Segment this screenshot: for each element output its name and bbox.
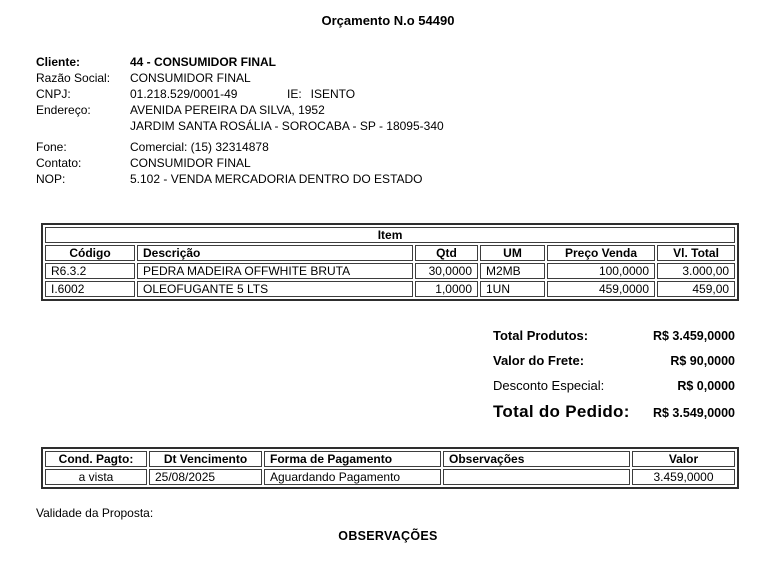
item-table: [41, 223, 739, 301]
total-pedido-label: Total do Pedido:: [493, 402, 630, 421]
fone-value: Comercial: (15) 32314878: [130, 140, 269, 154]
razao-social-label: Razão Social:: [36, 71, 111, 85]
cell-preco-venda: 100,0000: [547, 263, 655, 279]
cnpj-label: CNPJ:: [36, 87, 71, 101]
col-header-descricao: Descrição: [137, 245, 413, 261]
cnpj-ie-value: [130, 86, 355, 102]
endereco-value: [130, 102, 444, 134]
cell-qtd: 30,0000: [415, 263, 478, 279]
totals-block: [493, 328, 735, 422]
item-table-header-row: [45, 245, 735, 261]
total-produtos-row: [493, 328, 735, 343]
col-header-valor: Valor: [632, 451, 735, 467]
cell-observacoes: [443, 469, 630, 485]
cnpj-value: 01.218.529/0001-49: [130, 87, 238, 101]
valor-frete-label: Valor do Frete:: [493, 353, 585, 368]
cell-codigo: I.6002: [45, 281, 135, 297]
desconto-especial-row: [493, 378, 735, 393]
total-pedido-value: R$ 3.549,0000: [652, 406, 735, 420]
payment-table-row: [45, 469, 735, 485]
cell-vl-total: 3.000,00: [657, 263, 735, 279]
cell-preco-venda: 459,0000: [547, 281, 655, 297]
cell-dt-vencimento: 25/08/2025: [149, 469, 262, 485]
ie-value: ISENTO: [310, 87, 356, 101]
contato-label: Contato:: [36, 156, 82, 170]
total-produtos-label: Total Produtos:: [493, 328, 589, 343]
total-pedido-row: [493, 402, 735, 422]
cell-forma-pagamento: Aguardando Pagamento: [264, 469, 441, 485]
client-row-fone: [36, 139, 444, 155]
cell-codigo: R6.3.2: [45, 263, 135, 279]
col-header-preco-venda: Preço Venda: [547, 245, 655, 261]
client-row-endereco: [36, 102, 444, 134]
endereco-line2: JARDIM SANTA ROSÁLIA - SOROCABA - SP - 18095-340: [130, 119, 444, 133]
col-header-forma-pagamento: Forma de Pagamento: [264, 451, 441, 467]
col-header-um: UM: [480, 245, 545, 261]
validade-proposta-label: Validade da Proposta:: [36, 506, 154, 520]
razao-social-value: CONSUMIDOR FINAL: [130, 71, 251, 85]
cell-qtd: 1,0000: [415, 281, 478, 297]
ie-label: IE:: [287, 87, 302, 101]
payment-table-header-row: [45, 451, 735, 467]
payment-table: [41, 447, 739, 489]
col-header-cond-pagto: Cond. Pagto:: [45, 451, 147, 467]
col-header-qtd: Qtd: [415, 245, 478, 261]
cell-descricao: PEDRA MADEIRA OFFWHITE BRUTA: [137, 263, 413, 279]
client-info-block: [36, 54, 444, 187]
cell-cond-pagto: a vista: [45, 469, 147, 485]
observacoes-title: OBSERVAÇÕES: [338, 529, 438, 543]
cell-um: M2MB: [480, 263, 545, 279]
col-header-vl-total: Vl. Total: [657, 245, 735, 261]
nop-label: NOP:: [36, 172, 66, 186]
cell-valor: 3.459,0000: [632, 469, 735, 485]
cell-vl-total: 459,00: [657, 281, 735, 297]
desconto-especial-label: Desconto Especial:: [493, 378, 605, 393]
page-title: Orçamento N.o 54490: [321, 13, 455, 28]
fone-label: Fone:: [36, 140, 67, 154]
cliente-value: 44 - CONSUMIDOR FINAL: [130, 55, 277, 69]
endereco-label: Endereço:: [36, 103, 91, 117]
cell-descricao: OLEOFUGANTE 5 LTS: [137, 281, 413, 297]
item-table-row: [45, 281, 735, 297]
col-header-observacoes: Observações: [443, 451, 630, 467]
col-header-codigo: Código: [45, 245, 135, 261]
client-row-contato: [36, 155, 444, 171]
cell-um: 1UN: [480, 281, 545, 297]
desconto-especial-value: R$ 0,0000: [677, 379, 735, 393]
client-row-nop: [36, 171, 444, 187]
item-table-row: [45, 263, 735, 279]
valor-frete-value: R$ 90,0000: [670, 354, 735, 368]
total-produtos-value: R$ 3.459,0000: [652, 329, 735, 343]
contato-value: CONSUMIDOR FINAL: [130, 156, 251, 170]
item-table-caption-row: [45, 227, 735, 243]
nop-value: 5.102 - VENDA MERCADORIA DENTRO DO ESTADO: [130, 172, 423, 186]
col-header-dt-vencimento: Dt Vencimento: [149, 451, 262, 467]
endereco-line1: AVENIDA PEREIRA DA SILVA, 1952: [130, 103, 325, 117]
client-row-cliente: [36, 54, 444, 70]
client-row-razao-social: [36, 70, 444, 86]
cliente-label: Cliente:: [36, 55, 81, 69]
item-table-caption: Item: [45, 227, 735, 243]
client-row-cnpj: [36, 86, 444, 102]
valor-frete-row: [493, 353, 735, 368]
